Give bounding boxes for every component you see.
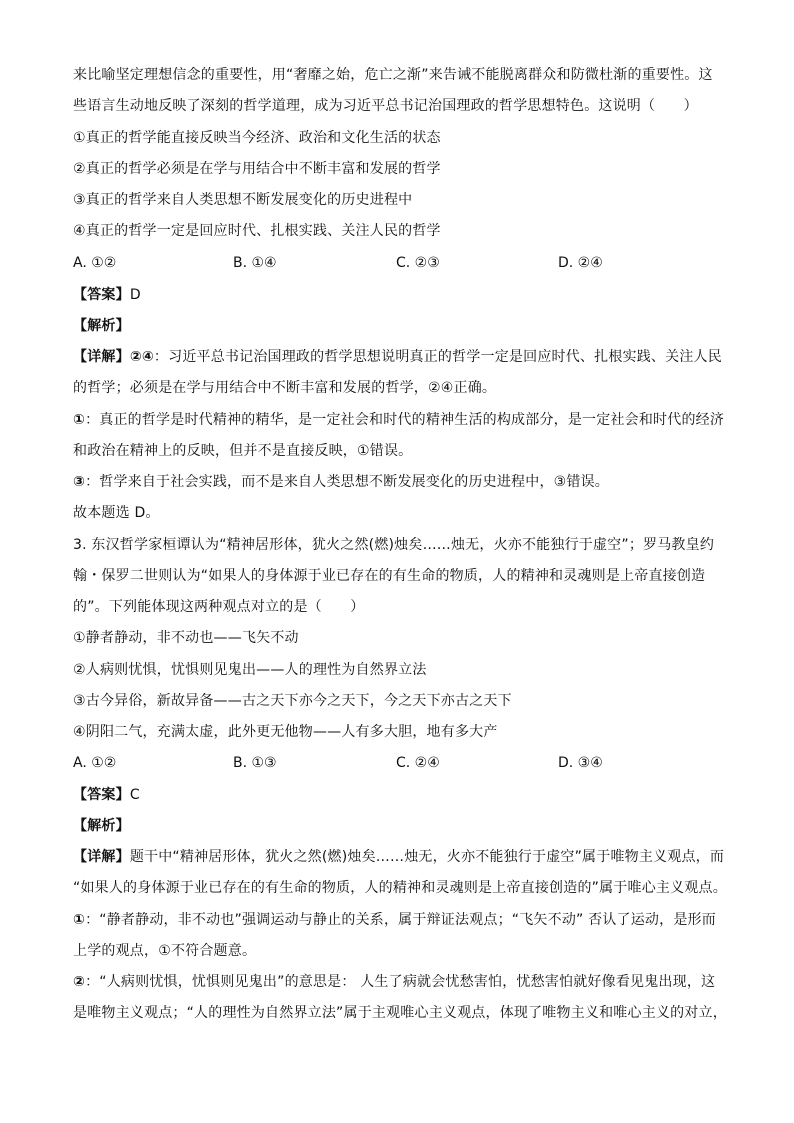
explanation-line: ②：“人病则忧惧，忧惧则见鬼出”的意思是： 人生了病就会忧愁害怕，忧愁害怕就好像看见鬼出现，这 xyxy=(73,974,716,990)
question-text-line: 的”。下列能体现这两种观点对立的是（ ） xyxy=(73,599,365,615)
explanation-line: 和政治在精神上的反映，但并不是直接反映，①错误。 xyxy=(73,443,413,459)
option-c: C. ②③ xyxy=(396,255,440,271)
explanation-line: ①：“静者静动，非不动也”强调运动与静止的关系，属于辩证法观点；“飞矢不动” 否认了运动，是形而 xyxy=(73,912,716,928)
detail-tag: 【详解】 xyxy=(73,349,130,365)
analysis-tag: 【解析】 xyxy=(73,318,130,334)
option-d: D. ③④ xyxy=(558,755,603,771)
option-a: A. ①② xyxy=(73,755,117,771)
analysis-tag: 【解析】 xyxy=(73,818,130,834)
detail-line: “如果人的身体源于业已存在的有生命的物质，人的精神和灵魂则是上帝直接创造的”属于唯心主义观点。 xyxy=(73,880,727,896)
option-a: A. ①② xyxy=(73,255,117,271)
statement-item: ①真正的哲学能直接反映当今经济、政治和文化生活的状态 xyxy=(73,130,441,146)
answer-line xyxy=(73,285,141,305)
answer-value: D xyxy=(129,287,141,303)
detail-line: 的哲学；必须是在学与用结合中不断丰富和发展的哲学，②④正确。 xyxy=(73,380,497,396)
explanation-line: ①：真正的哲学是时代精神的精华，是一定社会和时代的精神生活的构成部分，是一定社会和时代的经济 xyxy=(73,412,725,428)
question-text-line: 来比喻坚定理想信念的重要性，用“奢靡之始，危亡之渐”来告诫不能脱离群众和防微杜渐的重要性。这 xyxy=(73,67,713,83)
option-c: C. ②④ xyxy=(396,755,440,771)
answer-line xyxy=(73,785,140,805)
statement-item: ②真正的哲学必须是在学与用结合中不断丰富和发展的哲学 xyxy=(73,161,441,177)
explanation-line: 上学的观点，①不符合题意。 xyxy=(73,943,257,959)
statement-item: ④真正的哲学一定是回应时代、扎根实践、关注人民的哲学 xyxy=(73,223,441,239)
detail-line: 【详解】②④：习近平总书记治国理政的哲学思想说明真正的哲学一定是回应时代、扎根实践、关注人民 xyxy=(73,349,722,365)
explanation-line: 是唯物主义观点；“人的理性为自然界立法”属于主观唯心主义观点，体现了唯物主义和唯心主义的对立， xyxy=(73,1005,727,1021)
statement-item: ④阴阳二气，充满太虚，此外更无他物——人有多大胆，地有多大产 xyxy=(73,724,498,740)
statement-item: ③真正的哲学来自人类思想不断发展变化的历史进程中 xyxy=(73,192,413,208)
question-text-line: 些语言生动地反映了深刻的哲学道理，成为习近平总书记治国理政的哲学思想特色。这说明（ ） xyxy=(73,98,698,114)
detail-line: 【详解】题干中“精神居形体，犹火之然(燃)烛矣……烛无，火亦不能独行于虚空”属于唯物主义观点，而 xyxy=(73,849,725,865)
conclusion-line: 故本题选 D。 xyxy=(73,505,160,521)
statement-item: ②人病则忧惧，忧惧则见鬼出——人的理性为自然界立法 xyxy=(73,662,427,678)
answer-value: C xyxy=(129,787,140,803)
statement-item: ③古今异俗，新故异备——古之天下亦今之天下，今之天下亦古之天下 xyxy=(73,693,512,709)
question-text-line: 3. 东汉哲学家桓谭认为“精神居形体，犹火之然(燃)烛矣……烛无，火亦不能独行于虚空”；罗马教皇约 xyxy=(73,537,715,553)
question-text-line: 翰・保罗二世则认为“如果人的身体源于业已存在的有生命的物质，人的精神和灵魂则是上帝直接创造 xyxy=(73,568,706,584)
statement-item: ①静者静动，非不动也——飞矢不动 xyxy=(73,630,299,646)
option-d: D. ②④ xyxy=(558,255,603,271)
option-b: B. ①④ xyxy=(233,255,277,271)
answer-tag: 【答案】 xyxy=(73,287,130,303)
explanation-line: ③：哲学来自于社会实践，而不是来自人类思想不断发展变化的历史进程中，③错误。 xyxy=(73,474,610,490)
option-b: B. ①③ xyxy=(233,755,277,771)
answer-tag: 【答案】 xyxy=(73,787,130,803)
detail-tag: 【详解】 xyxy=(73,849,130,865)
